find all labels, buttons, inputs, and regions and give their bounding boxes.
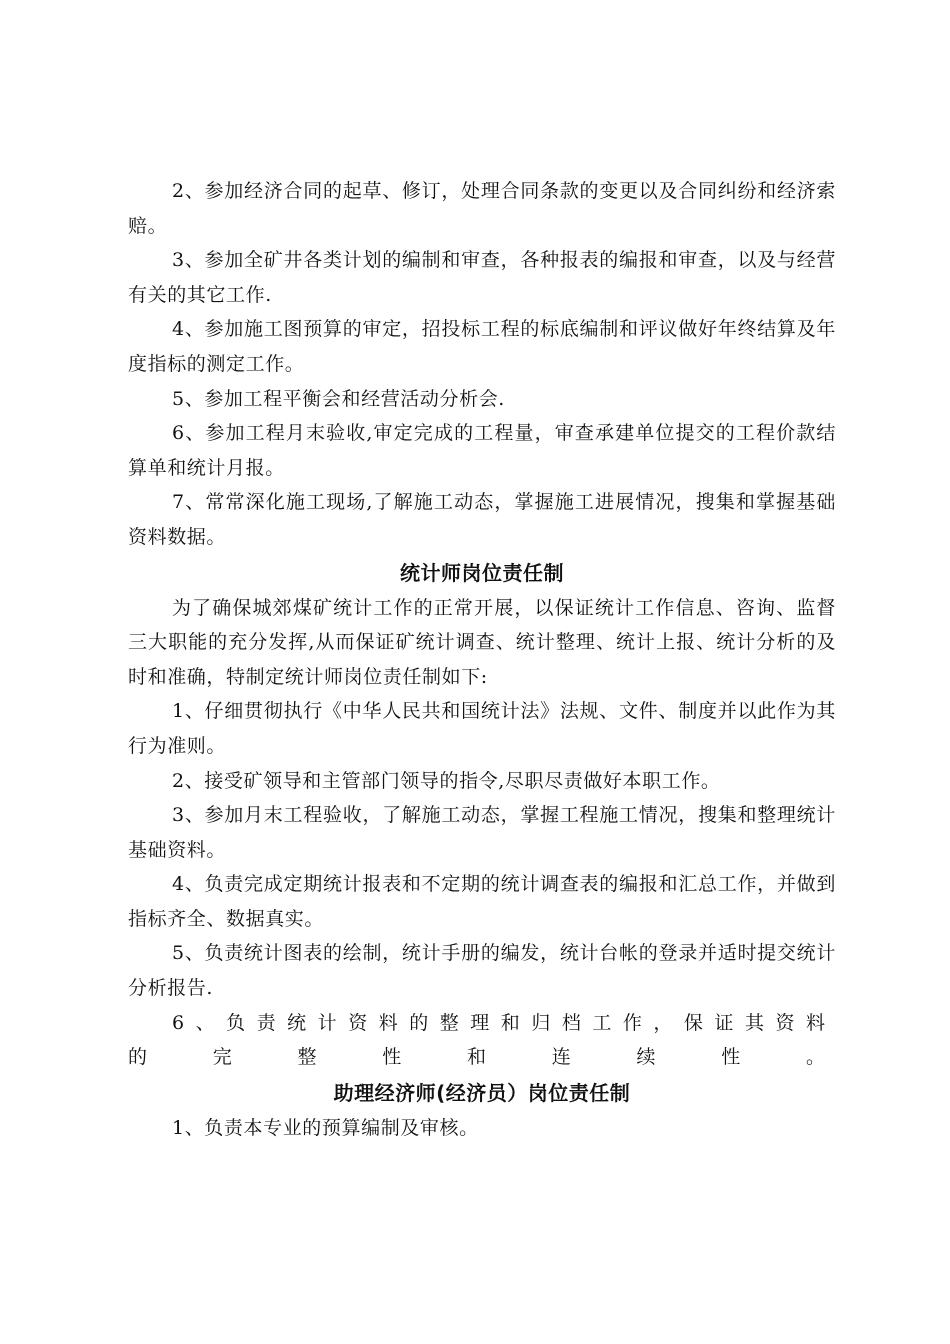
assistant-economist-item-1: 1、负责本专业的预算编制及审核。 <box>172 1116 479 1139</box>
statistician-item-4: 4、负责完成定期统计报表和不定期的统计调查表的编报和汇总工作，并做到指标齐全、数据真实。 <box>128 873 836 930</box>
duty-item-2: 2、参加经济合同的起草、修订，处理合同条款的变更以及合同纠纷和经济索赔。 <box>128 180 836 237</box>
document-page <box>128 174 836 1145</box>
statistician-intro: 为了确保城郊煤矿统计工作的正常开展，以保证统计工作信息、咨询、监督三大职能的充分发挥,从而保证矿统计调查、统计整理、统计上报、统计分析的及时和准确，特制定统计师岗位责任制如下: <box>128 596 836 688</box>
section-heading-assistant-economist: 助理经济师(经济员）岗位责任制 <box>333 1080 631 1105</box>
duty-item-6: 6、参加工程月末验收,审定完成的工程量，审查承建单位提交的工程价款结算单和统计月报。 <box>128 422 836 479</box>
statistician-item-5: 5、负责统计图表的绘制，统计手册的编发，统计台帐的登录并适时提交统计分析报告. <box>128 942 836 1000</box>
economist-duties-section <box>128 174 836 555</box>
statistician-item-3: 3、参加月末工程验收，了解施工动态，掌握工程施工情况，搜集和整理统计基础资料。 <box>128 804 836 861</box>
statistician-item-2: 2、接受矿领导和主管部门领导的指令,尽职尽责做好本职工作。 <box>172 769 721 792</box>
statistician-item-6: 6、负责统计资料的整理和归档工作，保证其资料的完整性和连续性。 <box>128 1011 836 1069</box>
statistician-item-1: 1、仔细贯彻执行《中华人民共和国统计法》法规、文件、制度并以此作为其行为准则。 <box>128 700 836 757</box>
duty-item-4: 4、参加施工图预算的审定，招投标工程的标底编制和评议做好年终结算及年度指标的测定工作。 <box>128 318 836 375</box>
duty-item-7: 7、常常深化施工现场,了解施工动态，掌握施工进展情况，搜集和掌握基础资料数据。 <box>128 491 836 548</box>
section-heading-statistician: 统计师岗位责任制 <box>400 560 564 585</box>
duty-item-5: 5、参加工程平衡会和经营活动分析会. <box>172 387 505 410</box>
duty-item-3: 3、参加全矿井各类计划的编制和审查，各种报表的编报和审查，以及与经营有关的其它工作. <box>128 249 836 306</box>
statistician-duties-section <box>128 555 836 1075</box>
assistant-economist-duties-section <box>128 1075 836 1146</box>
